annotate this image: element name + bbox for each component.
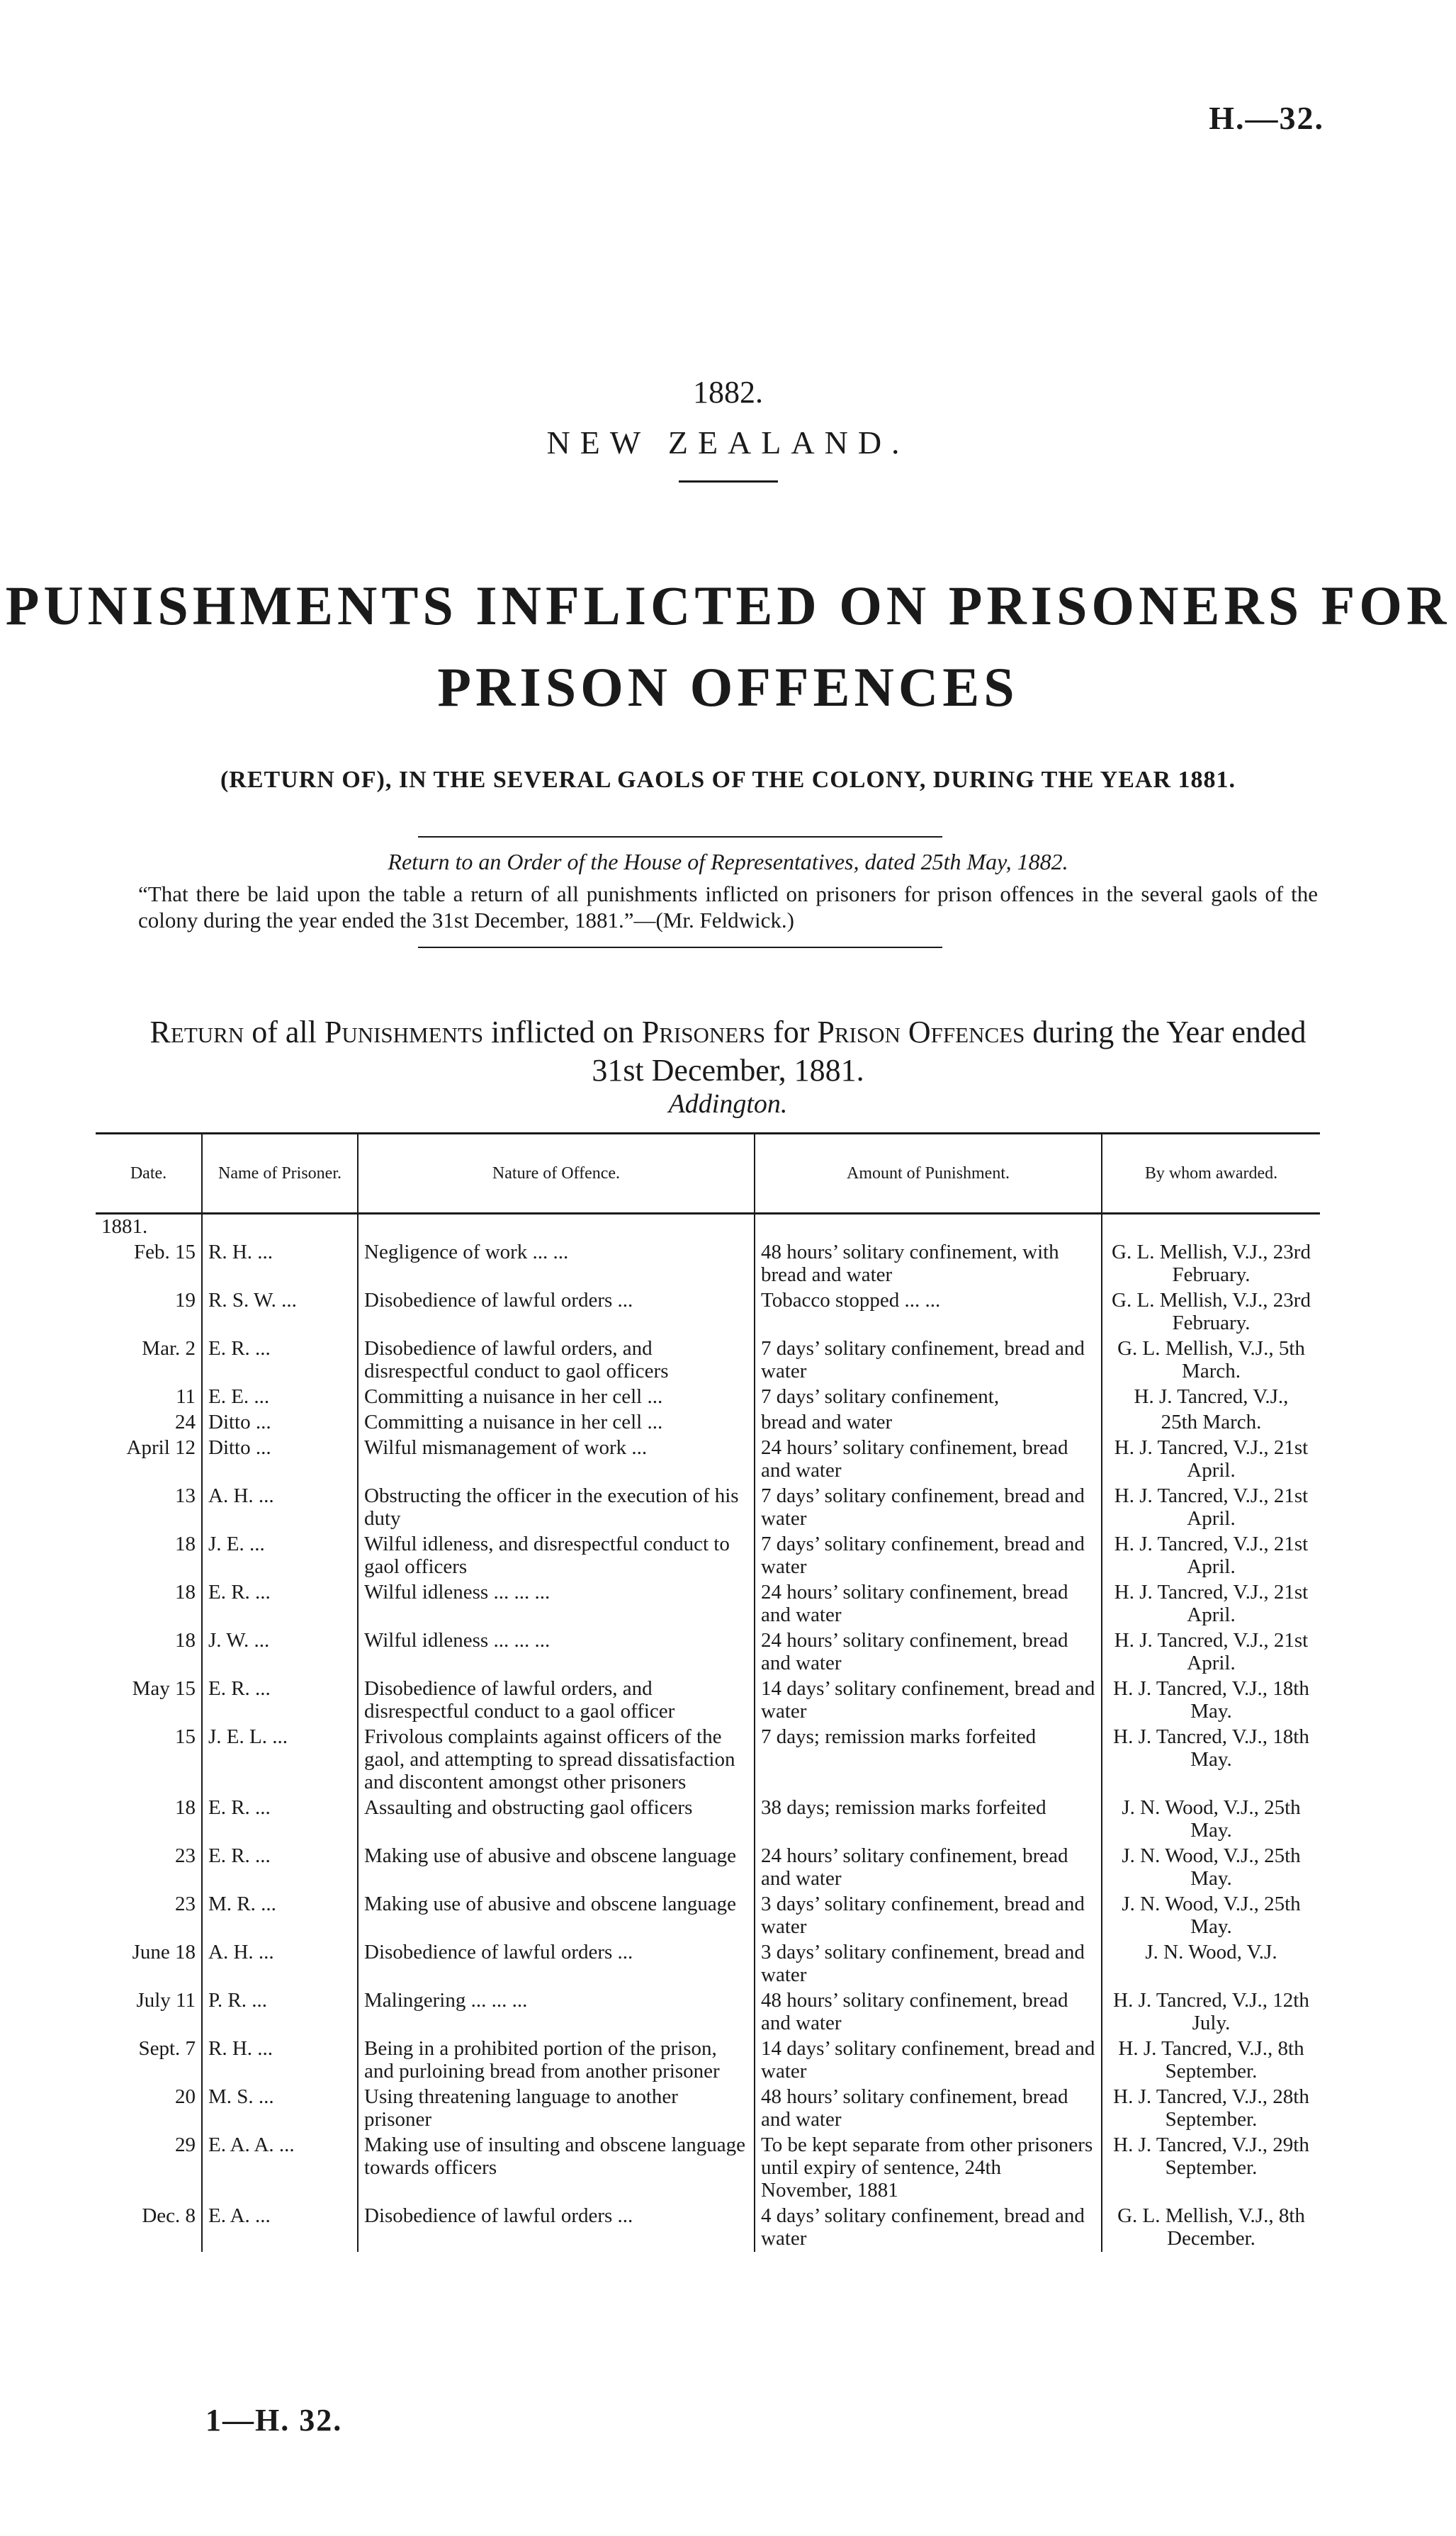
cell-punishment: 7 days’ solitary confinement,	[755, 1385, 1102, 1410]
cell-offence: Negligence of work ... ...	[358, 1240, 755, 1288]
header-date: Date.	[130, 1164, 167, 1183]
cell-date: 18	[175, 1629, 196, 1652]
table-row	[96, 1532, 1320, 1580]
table-row	[96, 1484, 1320, 1532]
table-row	[96, 1676, 1320, 1725]
header-offence: Nature of Offence.	[358, 1134, 755, 1214]
cell-awarded: J. N. Wood, V.J., 25th May.	[1102, 1796, 1320, 1844]
cell-awarded: 25th March.	[1102, 1410, 1320, 1436]
cell-punishment: 24 hours’ solitary confinement, bread and water	[755, 1844, 1102, 1892]
cell-name: M. R. ...	[202, 1892, 358, 1940]
cell-punishment: 48 hours’ solitary confinement, bread and water	[755, 2085, 1102, 2133]
cell-awarded: H. J. Tancred, V.J., 8th September.	[1102, 2036, 1320, 2085]
cell-name: E. R. ...	[202, 1580, 358, 1628]
cell-awarded: J. N. Wood, V.J., 25th May.	[1102, 1892, 1320, 1940]
cell-date: 18	[175, 1533, 196, 1555]
document-title-line-1: PUNISHMENTS INFLICTED ON PRISONERS FOR	[5, 575, 1451, 636]
cell-offence: Disobedience of lawful orders ...	[358, 1940, 755, 1988]
cell-awarded: G. L. Mellish, V.J., 5th March.	[1102, 1336, 1320, 1385]
cell-name: E. R. ...	[202, 1844, 358, 1892]
cell-date: 15	[175, 1725, 196, 1748]
cell-punishment: 7 days’ solitary confinement, bread and water	[755, 1532, 1102, 1580]
cell-offence: Frivolous complaints against officers of the gaol, and attempting to spread dissatisfaction and discontent amongst other prisoners	[358, 1725, 755, 1796]
cell-name: R. H. ...	[202, 1240, 358, 1288]
table-row	[96, 1410, 1320, 1436]
table-row	[96, 1580, 1320, 1628]
header-punishment: Amount of Punishment.	[755, 1134, 1102, 1214]
cell-offence: Committing a nuisance in her cell ...	[358, 1410, 755, 1436]
table-row	[96, 2204, 1320, 2252]
cell-punishment: Tobacco stopped ... ...	[755, 1288, 1102, 1336]
cell-date: April 12	[126, 1436, 196, 1459]
table-row	[96, 2085, 1320, 2133]
cell-date: 23	[175, 1844, 196, 1867]
cell-awarded: H. J. Tancred, V.J., 21st April.	[1102, 1628, 1320, 1676]
cell-awarded: H. J. Tancred, V.J., 29th September.	[1102, 2133, 1320, 2204]
table-row	[96, 1240, 1320, 1288]
cell-awarded: J. N. Wood, V.J.	[1102, 1940, 1320, 1988]
cell-awarded: H. J. Tancred, V.J., 28th September.	[1102, 2085, 1320, 2133]
cell-punishment: 7 days’ solitary confinement, bread and water	[755, 1484, 1102, 1532]
cell-date: 18	[175, 1581, 196, 1604]
cell-offence: Assaulting and obstructing gaol officers	[358, 1796, 755, 1844]
cell-name: J. W. ...	[202, 1628, 358, 1676]
cell-name: E. R. ...	[202, 1336, 358, 1385]
footer-reference: 1—H. 32.	[205, 2403, 343, 2438]
table-row	[96, 1288, 1320, 1336]
cell-offence: Making use of abusive and obscene language	[358, 1844, 755, 1892]
cell-offence: Making use of insulting and obscene language towards officers	[358, 2133, 755, 2204]
cell-name: E. R. ...	[202, 1796, 358, 1844]
cell-offence: Disobedience of lawful orders ...	[358, 2204, 755, 2252]
return-heading: Return of all Punishments inflicted on Prisoners for Prison Offences during the Year ended 31st December, 1881.	[149, 1015, 1307, 1088]
cell-punishment: 24 hours’ solitary confinement, bread and water	[755, 1580, 1102, 1628]
cell-awarded: H. J. Tancred, V.J., 21st April.	[1102, 1580, 1320, 1628]
cell-awarded: H. J. Tancred, V.J., 18th May.	[1102, 1676, 1320, 1725]
cell-awarded: G. L. Mellish, V.J., 23rd February.	[1102, 1240, 1320, 1288]
table-header-row	[96, 1134, 1320, 1214]
cell-date: Dec. 8	[142, 2204, 196, 2227]
table-row	[96, 1385, 1320, 1410]
cell-punishment: 38 days; remission marks forfeited	[755, 1796, 1102, 1844]
cell-awarded: H. J. Tancred, V.J.,	[1102, 1385, 1320, 1410]
order-reference: Return to an Order of the House of Representatives, dated 25th May, 1882.	[388, 849, 1068, 874]
cell-punishment: 14 days’ solitary confinement, bread and water	[755, 2036, 1102, 2085]
table-row	[96, 2036, 1320, 2085]
cell-date: 24	[175, 1411, 196, 1433]
cell-name: J. E. L. ...	[202, 1725, 358, 1796]
cell-date: 20	[175, 2085, 196, 2108]
cell-punishment: 48 hours’ solitary confinement, with bread and water	[755, 1240, 1102, 1288]
cell-offence: Wilful idleness ... ... ...	[358, 1580, 755, 1628]
cell-punishment: 48 hours’ solitary confinement, bread and water	[755, 1988, 1102, 2036]
divider	[418, 836, 942, 838]
cell-name: E. R. ...	[202, 1676, 358, 1725]
cell-name: J. E. ...	[202, 1532, 358, 1580]
cell-name: Ditto ...	[202, 1436, 358, 1484]
table-row	[96, 1628, 1320, 1676]
cell-date: Mar. 2	[142, 1337, 196, 1360]
cell-awarded: H. J. Tancred, V.J., 18th May.	[1102, 1725, 1320, 1796]
table-row	[96, 1725, 1320, 1796]
cell-date: Feb. 15	[134, 1241, 196, 1263]
header-awarded-by: By whom awarded.	[1102, 1134, 1320, 1214]
page-reference: H.—32.	[1209, 100, 1324, 136]
cell-offence: Making use of abusive and obscene language	[358, 1892, 755, 1940]
cell-offence: Wilful mismanagement of work ...	[358, 1436, 755, 1484]
cell-awarded: H. J. Tancred, V.J., 21st April.	[1102, 1484, 1320, 1532]
table-row	[96, 1988, 1320, 2036]
cell-name: R. H. ...	[202, 2036, 358, 2085]
country-heading: NEW ZEALAND.	[546, 424, 910, 461]
table-row	[96, 1844, 1320, 1892]
cell-name: R. S. W. ...	[202, 1288, 358, 1336]
cell-offence: Committing a nuisance in her cell ...	[358, 1385, 755, 1410]
table-row	[96, 1796, 1320, 1844]
cell-name: E. E. ...	[202, 1385, 358, 1410]
year-label: 1881.	[101, 1215, 148, 1238]
cell-date: Sept. 7	[138, 2037, 196, 2060]
document-year: 1882.	[693, 375, 763, 410]
table-row	[96, 2133, 1320, 2204]
cell-name: E. A. A. ...	[202, 2133, 358, 2204]
document-subtitle: (RETURN OF), IN THE SEVERAL GAOLS OF THE COLONY, DURING THE YEAR 1881.	[220, 767, 1236, 793]
cell-date: 29	[175, 2134, 196, 2156]
table-row	[96, 1336, 1320, 1385]
cell-offence: Malingering ... ... ...	[358, 1988, 755, 2036]
divider	[418, 947, 942, 948]
cell-awarded: G. L. Mellish, V.J., 23rd February.	[1102, 1288, 1320, 1336]
cell-punishment: To be kept separate from other prisoners until expiry of sentence, 24th November, 1881	[755, 2133, 1102, 2204]
cell-offence: Obstructing the officer in the execution of his duty	[358, 1484, 755, 1532]
cell-punishment: 7 days’ solitary confinement, bread and water	[755, 1336, 1102, 1385]
cell-punishment: 24 hours’ solitary confinement, bread and water	[755, 1628, 1102, 1676]
cell-punishment: bread and water	[755, 1410, 1102, 1436]
cell-name: M. S. ...	[202, 2085, 358, 2133]
cell-date: 23	[175, 1893, 196, 1915]
cell-offence: Wilful idleness, and disrespectful conduct to gaol officers	[358, 1532, 755, 1580]
cell-punishment: 14 days’ solitary confinement, bread and water	[755, 1676, 1102, 1725]
order-quote: “That there be laid upon the table a return of all punishments inflicted on prisoners for prison offences in the several gaols of the colony during the year ended the 31st December, 1881.”—(Mr. Feldwick.)	[138, 881, 1318, 932]
cell-date: July 11	[136, 1989, 196, 2012]
cell-offence: Using threatening language to another prisoner	[358, 2085, 755, 2133]
gaol-name: Addington.	[668, 1089, 788, 1119]
punishments-table	[96, 1132, 1320, 2252]
cell-offence: Disobedience of lawful orders ...	[358, 1288, 755, 1336]
cell-awarded: J. N. Wood, V.J., 25th May.	[1102, 1844, 1320, 1892]
cell-date: 18	[175, 1796, 196, 1819]
cell-awarded: H. J. Tancred, V.J., 21st April.	[1102, 1436, 1320, 1484]
cell-punishment: 3 days’ solitary confinement, bread and water	[755, 1892, 1102, 1940]
table-row	[96, 1892, 1320, 1940]
cell-punishment: 7 days; remission marks forfeited	[755, 1725, 1102, 1796]
cell-awarded: H. J. Tancred, V.J., 12th July.	[1102, 1988, 1320, 2036]
cell-name: A. H. ...	[202, 1940, 358, 1988]
table-row	[96, 1436, 1320, 1484]
cell-punishment: 4 days’ solitary confinement, bread and water	[755, 2204, 1102, 2252]
header-prisoner-name: Name of Prisoner.	[202, 1134, 358, 1214]
cell-name: A. H. ...	[202, 1484, 358, 1532]
cell-offence: Being in a prohibited portion of the prison, and purloining bread from another prisoner	[358, 2036, 755, 2085]
cell-offence: Disobedience of lawful orders, and disrespectful conduct to gaol officers	[358, 1336, 755, 1385]
document-title-line-2: PRISON OFFENCES	[437, 656, 1019, 718]
cell-name: Ditto ...	[202, 1410, 358, 1436]
cell-punishment: 24 hours’ solitary confinement, bread and water	[755, 1436, 1102, 1484]
divider	[679, 480, 778, 483]
cell-date: May 15	[132, 1677, 196, 1700]
cell-date: June 18	[132, 1941, 196, 1963]
cell-date: 13	[175, 1484, 196, 1507]
cell-awarded: H. J. Tancred, V.J., 21st April.	[1102, 1532, 1320, 1580]
cell-awarded: G. L. Mellish, V.J., 8th December.	[1102, 2204, 1320, 2252]
table-row	[96, 1940, 1320, 1988]
cell-offence: Wilful idleness ... ... ...	[358, 1628, 755, 1676]
cell-name: P. R. ...	[202, 1988, 358, 2036]
cell-date: 19	[175, 1289, 196, 1312]
cell-date: 11	[176, 1385, 196, 1408]
cell-offence: Disobedience of lawful orders, and disrespectful conduct to a gaol officer	[358, 1676, 755, 1725]
table-year-row	[96, 1214, 1320, 1241]
cell-punishment: 3 days’ solitary confinement, bread and water	[755, 1940, 1102, 1988]
cell-name: E. A. ...	[202, 2204, 358, 2252]
